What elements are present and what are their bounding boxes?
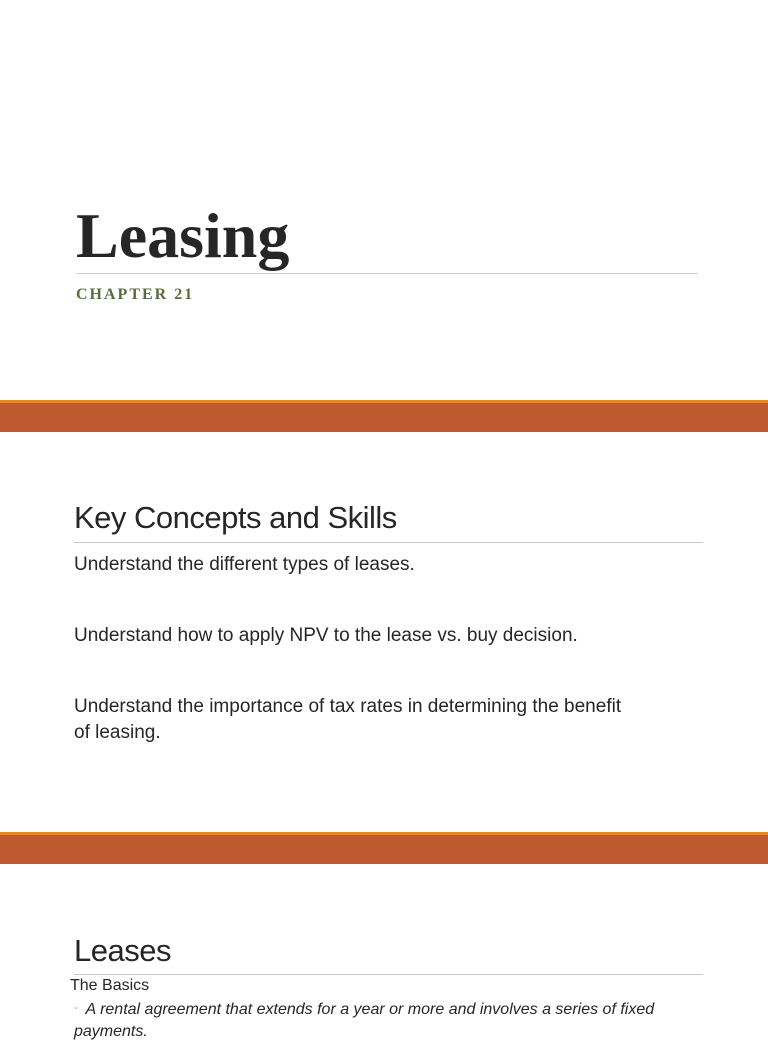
- concept-item: Understand the importance of tax rates in determining the benefit of leasing.: [74, 696, 622, 743]
- slide-heading: Key Concepts and Skills: [74, 500, 397, 535]
- slide-divider: [0, 400, 768, 432]
- divider-band: [0, 835, 768, 864]
- key-concepts-slide: [0, 432, 768, 832]
- divider-band: [0, 403, 768, 432]
- slide-subtitle: CHAPTER 21: [76, 286, 195, 303]
- heading-underline: [74, 974, 703, 975]
- leases-slide: [0, 864, 768, 1040]
- slide-heading: Leases: [74, 933, 171, 968]
- title-underline: [76, 273, 698, 274]
- concept-item: Understand how to apply NPV to the lease vs. buy decision.: [74, 625, 578, 646]
- concept-item: Understand the different types of leases.: [74, 554, 415, 575]
- heading-underline: [74, 542, 703, 543]
- sub-bullet-item: [74, 998, 674, 1043]
- slide-title: Leasing: [76, 200, 290, 271]
- slide-divider: [0, 832, 768, 864]
- bullet-marker: ◦: [74, 1003, 78, 1014]
- sub-bullet-text: A rental agreement that extends for a year or more and involves a series of fixed payments.: [74, 1001, 655, 1040]
- section-subheading: The Basics: [70, 977, 150, 994]
- title-slide: [0, 0, 768, 400]
